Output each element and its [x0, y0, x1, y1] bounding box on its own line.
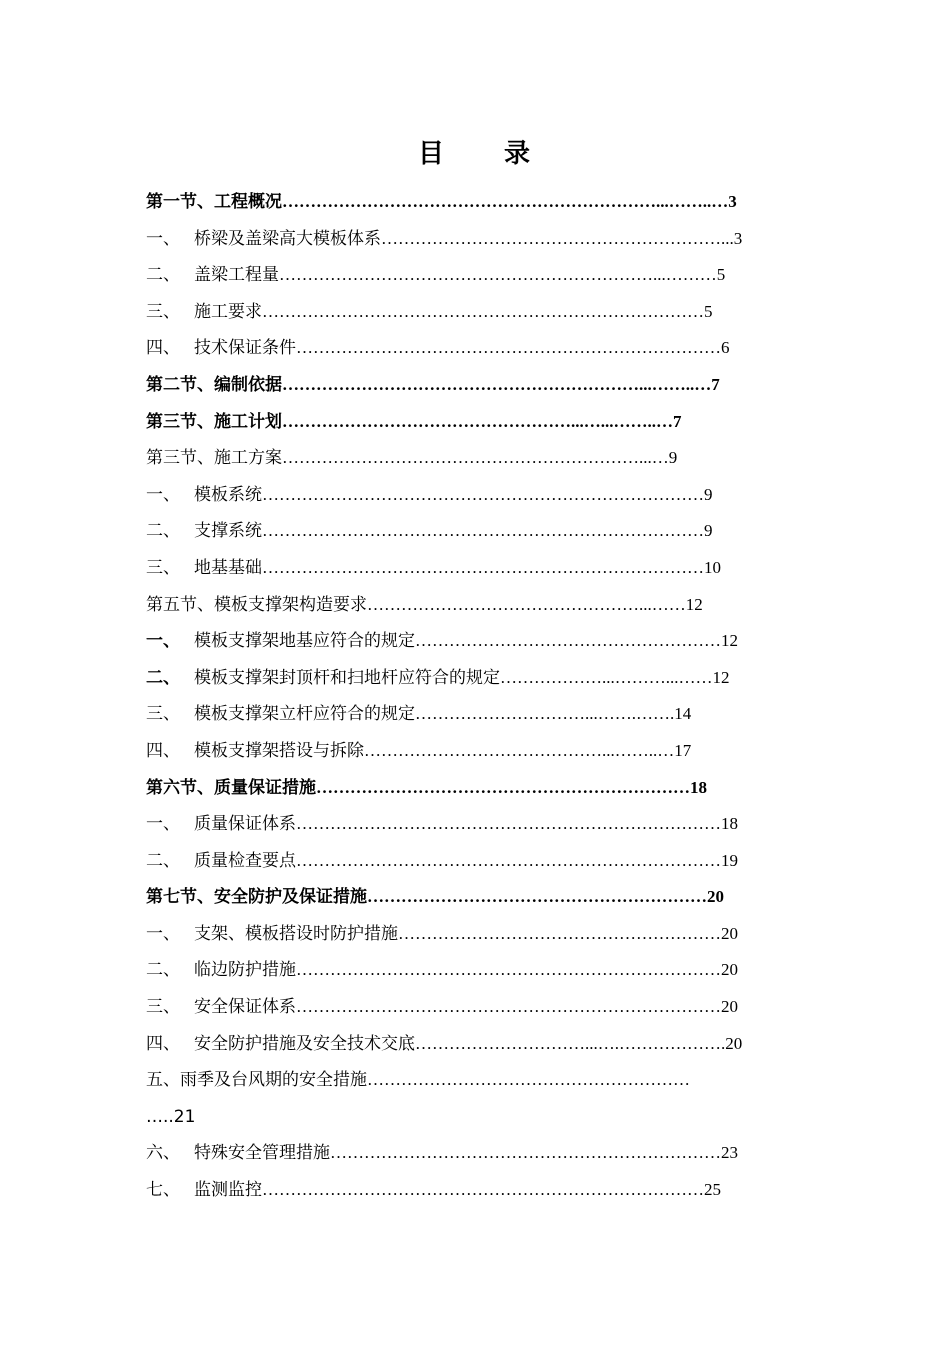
toc-entry[interactable] [146, 1172, 806, 1209]
toc-entry-page-number: 20 [721, 997, 738, 1017]
toc-entry-label: 模板支撑架搭设与拆除 [194, 740, 364, 760]
toc-entry-number: 一、 [146, 631, 180, 651]
toc-entry-number: 二、 [146, 521, 180, 541]
toc-entry-leader: …………………………………………………………………… [262, 484, 704, 504]
toc-entry-page-number: 20 [707, 887, 724, 907]
toc-entry-number: 一、 [146, 484, 180, 504]
title-char-1: 目 [417, 139, 446, 169]
toc-entry-label: 质量检查要点 [194, 850, 296, 870]
toc-entry-label: 质量保证体系 [194, 814, 296, 834]
toc-entry[interactable] [146, 257, 806, 294]
toc-entry-page-number: 10 [704, 557, 721, 577]
toc-entry-page-number: 18 [721, 814, 738, 834]
toc-entry-number: 二、 [146, 850, 180, 870]
page-title [0, 133, 950, 170]
toc-entry-leader: …………………………………………...…… [367, 594, 686, 614]
toc-entry-label: 桥梁及盖梁高大模板体系 [194, 228, 381, 248]
toc-entry[interactable] [146, 440, 806, 477]
toc-entry-label: 第一节、工程概况 [146, 192, 282, 211]
toc-entry-leader: …………………………...….………………. [415, 1033, 726, 1053]
toc-entry[interactable] [146, 221, 806, 258]
toc-entry-page-number: 7 [711, 374, 720, 394]
toc-entry-label: 第二节、编制依据 [146, 374, 282, 394]
toc-entry-page-number: 17 [674, 740, 692, 760]
toc-entry-label: 临边防护措施 [194, 960, 296, 980]
toc-entry-number: 二、 [146, 265, 180, 285]
toc-entry-page-number: 20 [725, 1033, 743, 1053]
toc-entry[interactable] [146, 513, 806, 550]
toc-entry-page-number: 9 [704, 521, 713, 541]
toc-entry[interactable] [146, 404, 806, 441]
toc-entry[interactable] [146, 696, 806, 733]
toc-entry[interactable] [146, 989, 806, 1026]
toc-entry[interactable] [146, 330, 806, 367]
toc-entry-leader: …………………………………………………………………… [262, 301, 704, 321]
toc-entry-leader: …………………………………………………… [367, 887, 707, 907]
toc-entry-page-number: 3 [733, 228, 743, 248]
toc-entry-leader: …………………………………………………………………… [262, 1180, 704, 1200]
toc-entry-label: 安全保证体系 [194, 997, 296, 1017]
toc-entry-leader: ………………………………………………… [398, 923, 721, 943]
toc-entry-page-number: 20 [721, 923, 738, 943]
toc-entry-label: 模板支撑架立杆应符合的规定 [194, 704, 415, 724]
toc-entry-page-number: 5 [704, 301, 713, 321]
toc-entry-number: 一、 [146, 923, 180, 943]
table-of-contents [146, 184, 806, 1209]
toc-entry-number: 二、 [146, 960, 180, 980]
toc-entry[interactable] [146, 294, 806, 331]
toc-entry-label: 五、雨季及台风期的安全措施 [146, 1070, 367, 1090]
toc-entry-page-number: 3 [728, 192, 737, 211]
toc-entry-label: 第五节、模板支撑架构造要求 [146, 594, 367, 614]
toc-entry-leader: …………………………...…….……. [415, 704, 675, 724]
toc-entry-label: 模板支撑架封顶杆和扫地杆应符合的规定 [194, 667, 500, 687]
title-char-2: 录 [504, 139, 533, 169]
toc-entry-label: 支撑系统 [194, 521, 262, 541]
toc-entry[interactable] [146, 623, 806, 660]
toc-entry[interactable] [146, 1026, 806, 1063]
toc-entry-number: 二、 [146, 667, 180, 687]
toc-entry[interactable] [146, 367, 806, 404]
toc-entry-leader: ………………………………………………………...……..… [282, 374, 712, 394]
toc-entry-number: 三、 [146, 704, 180, 724]
toc-entry-leader: ……………………………………………………... [381, 228, 734, 248]
toc-entry-page-number: 18 [690, 777, 707, 797]
toc-entry-leader: ………………………………………………………………… [296, 960, 721, 980]
toc-entry-leader: …………………………………………………………… [330, 1143, 721, 1163]
toc-entry-number: 四、 [146, 740, 180, 760]
toc-entry-label: 第七节、安全防护及保证措施 [146, 887, 367, 907]
toc-entry-leader: ………………………………………………………………… [296, 814, 721, 834]
toc-entry[interactable] [146, 1062, 806, 1099]
toc-entry[interactable] [146, 806, 806, 843]
toc-entry-label: 第六节、质量保证措施 [146, 777, 316, 797]
toc-entry-leader: …………………………………………………………...……… [279, 265, 717, 285]
toc-entry-number: 一、 [146, 814, 180, 834]
toc-entry[interactable] [146, 550, 806, 587]
toc-entry-page-number: 25 [704, 1180, 721, 1200]
toc-entry-leader: ……………………………………………...…...……..… [282, 411, 673, 431]
toc-entry-leader: ……………………………………………… [415, 631, 721, 651]
toc-entry[interactable] [146, 843, 806, 880]
toc-entry-label: 第三节、施工计划 [146, 411, 282, 431]
toc-entry-leader: ………………………………………………………...… [282, 448, 669, 468]
toc-entry-leader: ………………………………………………………… [316, 777, 690, 797]
toc-entry-number: 六、 [146, 1143, 180, 1163]
toc-entry-page-number: 7 [673, 411, 682, 431]
toc-entry-number: 三、 [146, 997, 180, 1017]
toc-entry-page-number: 23 [721, 1143, 738, 1163]
toc-entry-label: 支架、模板搭设时防护措施 [194, 923, 398, 943]
toc-entry-page-number: 9 [668, 448, 678, 468]
toc-entry[interactable] [146, 916, 806, 953]
toc-entry-leader: …………………………………………………………………… [262, 557, 704, 577]
toc-entry-label: 模板支撑架地基应符合的规定 [194, 631, 415, 651]
toc-entry-number: 三、 [146, 557, 180, 577]
toc-entry-page-number: 12 [685, 594, 703, 614]
toc-entry-leader: ………………………………………………………………… [296, 850, 721, 870]
toc-entry-number: 三、 [146, 301, 180, 321]
toc-entry-page-number: 5 [716, 265, 726, 285]
toc-entry-leader: ………………………………………………………………… [296, 997, 721, 1017]
toc-entry[interactable] [146, 184, 806, 221]
toc-entry-page-number: 20 [721, 960, 738, 980]
toc-entry-number: 四、 [146, 1033, 180, 1053]
toc-entry-leader: ……………………………………...……..… [364, 740, 675, 760]
toc-entry[interactable] [146, 733, 806, 770]
toc-entry-page-number: 19 [721, 850, 738, 870]
toc-entry-label: 技术保证条件 [194, 338, 296, 358]
toc-entry-page-number: 12 [721, 631, 738, 651]
toc-entry-leader: …………………………………………………………...……..… [282, 192, 729, 211]
toc-entry-leader: ………………………………………………………………… [296, 338, 721, 358]
toc-entry-label: 盖梁工程量 [194, 265, 279, 285]
toc-entry-page-number: 12 [712, 667, 730, 687]
toc-entry-label: 特殊安全管理措施 [194, 1143, 330, 1163]
toc-entry-label: 安全防护措施及安全技术交底 [194, 1033, 415, 1053]
toc-entry-label: 第三节、施工方案 [146, 448, 282, 468]
toc-entry[interactable] [146, 477, 806, 514]
toc-entry[interactable] [146, 952, 806, 989]
toc-entry-leader: ………………...………...…… [500, 667, 713, 687]
toc-entry[interactable] [146, 770, 806, 807]
toc-entry[interactable] [146, 587, 806, 624]
toc-entry-label: 监测监控 [194, 1180, 262, 1200]
toc-entry[interactable] [146, 660, 806, 697]
toc-entry-continuation: …..21 [146, 1106, 196, 1127]
toc-entry-page-number: 14 [674, 704, 692, 724]
toc-entry-label: 地基基础 [194, 557, 262, 577]
toc-entry-number: 一、 [146, 228, 180, 248]
toc-entry-page-number: 6 [721, 338, 730, 358]
toc-entry-leader: …………………………………………………………………… [262, 521, 704, 541]
toc-entry[interactable] [146, 879, 806, 916]
toc-entry-number: 七、 [146, 1180, 180, 1200]
toc-entry-page-number: 9 [704, 484, 713, 504]
toc-entry-label: 施工要求 [194, 301, 262, 321]
toc-entry[interactable] [146, 1135, 806, 1172]
toc-entry-number: 四、 [146, 338, 180, 358]
toc-entry-label: 模板系统 [194, 484, 262, 504]
toc-entry-leader: ………………………………………………… [367, 1070, 690, 1090]
